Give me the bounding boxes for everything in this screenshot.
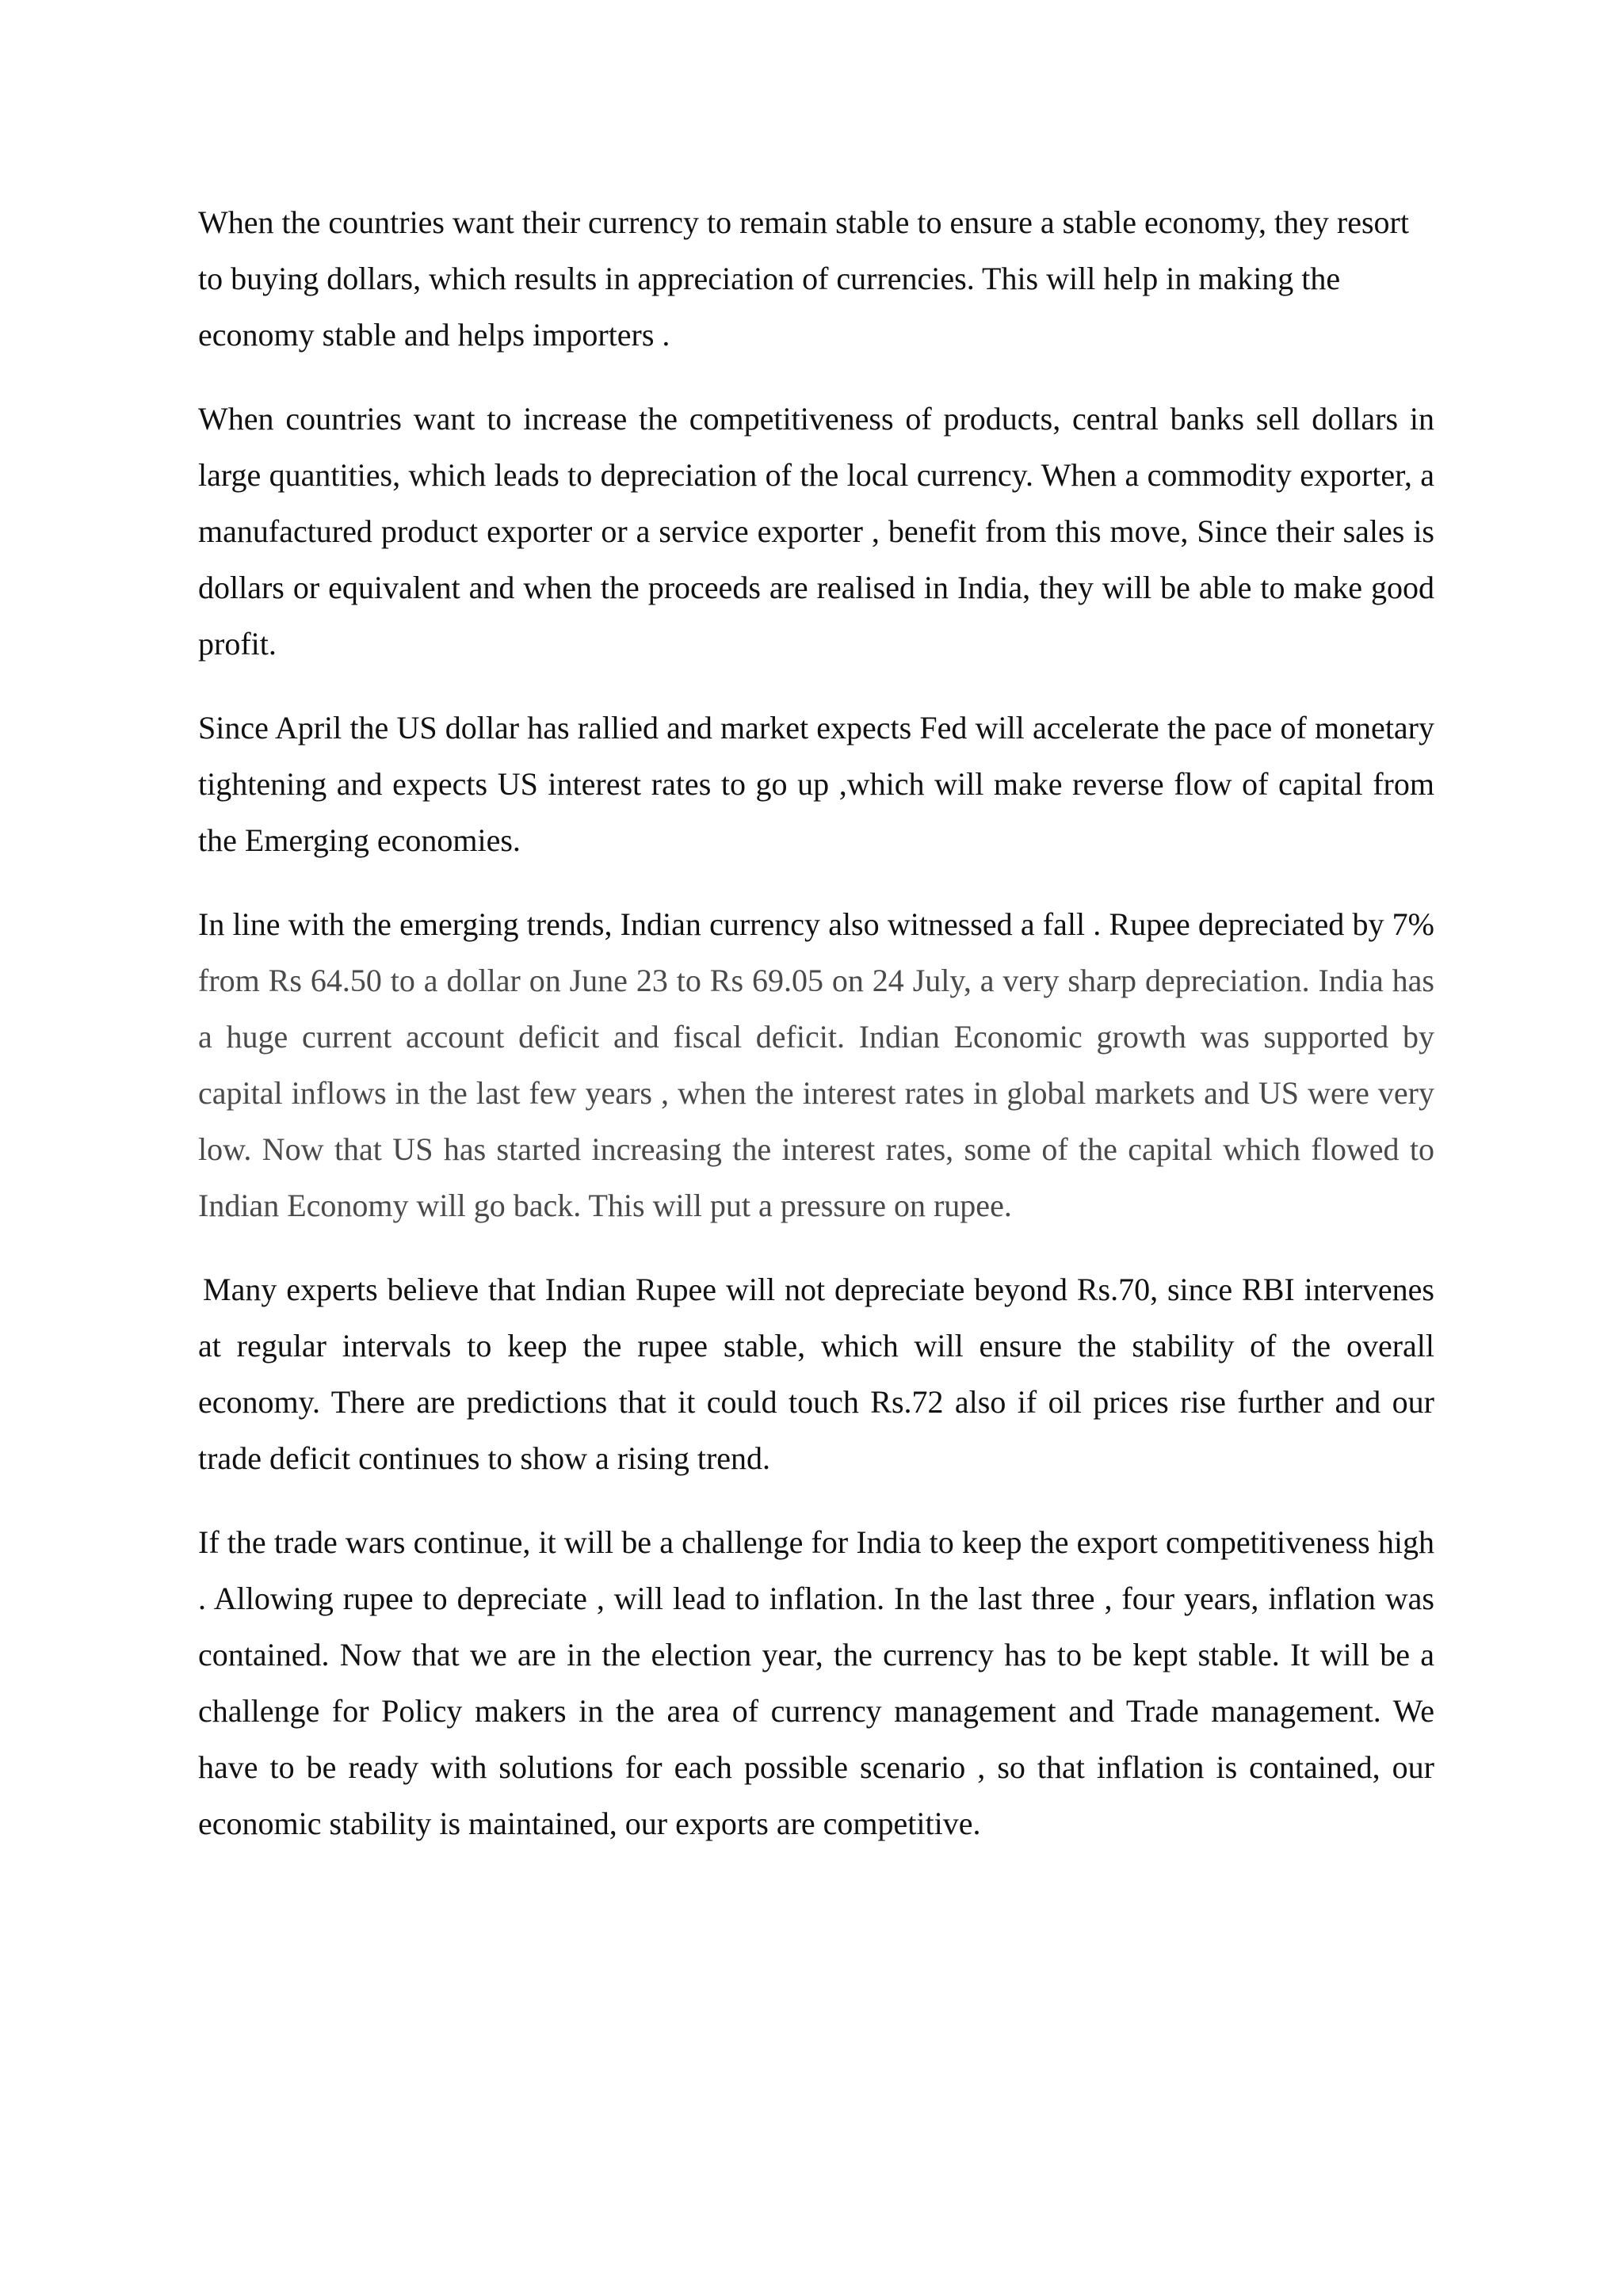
paragraph-trade-wars: If the trade wars continue, it will be a challenge for India to keep the export competitiveness high . Allowing rupee to depreciate , will lead to inflation. In the last three , four years, inflation was contained. Now that we are in the election year, the currency has to be kept stable. It will be a challenge for Policy makers in the area of currency management and Trade management. We have to be ready with solutions for each possible scenario , so that inflation is contained, our economic stability is maintained, our exports are competitive. — [198, 1524, 1434, 1841]
paragraph-currency-stability: When the countries want their currency to remain stable to ensure a stable economy, they resort to buying dollars, which results in appreciation of currencies. This will help in making the economy stable and helps importers . — [198, 204, 1409, 353]
paragraph-rupee-depreciation-part-1: In line with the emerging trends, Indian currency also witnessed a fall . Rupee depreciated by 7% — [198, 906, 1434, 942]
document-body — [198, 194, 1434, 1879]
paragraph-rupee-depreciation — [198, 896, 1434, 1234]
paragraph-expert-predictions: Many experts believe that Indian Rupee will not depreciate beyond Rs.70, since RBI intervenes at regular intervals to keep the rupee stable, which will ensure the stability of the overall economy. There are predictions that it could touch Rs.72 also if oil prices rise further and our trade deficit continues to show a rising trend. — [198, 1272, 1434, 1476]
paragraph-us-dollar-rally: Since April the US dollar has rallied and market expects Fed will accelerate the pace of monetary tightening and expects US interest rates to go up ,which will make reverse flow of capital from the Emerging economies. — [198, 710, 1434, 858]
paragraph-competitiveness: When countries want to increase the competitiveness of products, central banks sell dollars in large quantities, which leads to depreciation of the local currency. When a commodity exporter, a manufactured product exporter or a service exporter , benefit from this move, Since their sales is dollars or equivalent and when the proceeds are realised in India, they will be able to make good profit. — [198, 401, 1434, 662]
paragraph-rupee-depreciation-part-2: from Rs 64.50 to a dollar on June 23 to Rs 69.05 on 24 July, a very sharp depreciation. India has a huge current account deficit and fiscal deficit. Indian Economic growth was supported by capital inflows in the last few years , when the interest rates in global markets and US were very low. Now that US has started increasing the interest rates, some of the capital which flowed to Indian Economy will go back. This will put a pressure on rupee. — [198, 963, 1434, 1223]
